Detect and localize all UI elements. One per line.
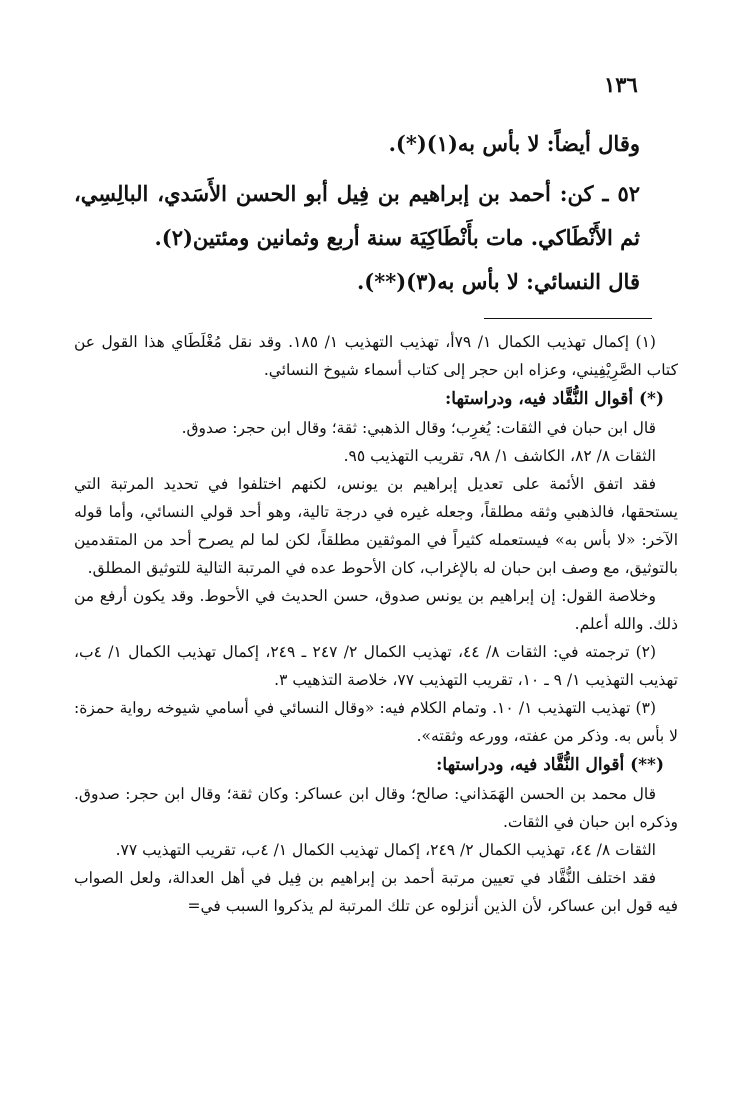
footnote-3: (٣) تهذيب التهذيب ١/ ١٠. وتمام الكلام فيه: «وقال النسائي في أسامي شيوخه رواية حمزة: لا بأس به. وذكر من عفته، وورعه وثقته». (74, 699, 678, 745)
discussion-2: فقد اختلف النُّقَّاد في تعيين مرتبة أحمد بن إبراهيم بن فِيل في أهل العدالة، ولعل الصواب فيه قول ابن عساكر، لأن الذين أنزلوه عن تلك المرتبة لم يذكروا السبب في= (74, 869, 678, 915)
footnote-divider (484, 318, 652, 319)
critics-heading-2: (**) أقوال النُّقَّاد فيه، ودراستها: (436, 755, 664, 775)
footnotes (74, 328, 678, 920)
main-text (74, 122, 674, 304)
critics-heading-1: (*) أقوال النُّقَّاد فيه، ودراستها: (445, 389, 664, 409)
conclusion-1: وخلاصة القول: إن إبراهيم بن يونس صدوق، حسن الحديث في الأحوط. وقد يكون أرفع من ذلك. والله أعلم. (74, 587, 678, 633)
sources-1: الثقات ٨/ ٨٢، الكاشف ١/ ٩٨، تقريب التهذيب ٩٥. (343, 447, 656, 465)
discussion-1: فقد اتفق الأئمة على تعديل إبراهيم بن يونس، لكنهم اختلفوا في تحديد المرتبة التي يستحقها، فالذهبي وثقه مطلقاً، وجعله غيره في درجة تالية، وهو أحد قولي النسائي، وأما قوله الآخر: «لا بأس به» فيستعمله كثيراً في الموثقين مطلقاً، لكن لما لم يصرح أحد من المتقدمين بالتوثيق، مع وصف ابن حبان له بالإغراب، كان الأحوط عده في المرتبة التالية للتوثيق المطلق. (74, 475, 678, 577)
main-line-quote: وقال أيضاً: لا بأس به(١)(*). (388, 131, 640, 156)
sources-2: الثقات ٨/ ٤٤، تهذيب الكمال ٢/ ٢٤٩، إكمال تهذيب الكمال ١/ ٤ب، تقريب التهذيب ٧٧. (115, 841, 656, 859)
main-line-nasai: قال النسائي: لا بأس به(٣)(**). (356, 269, 640, 294)
critics-opinions-2: قال محمد بن الحسن الهَمَذاني: صالح؛ وقال ابن عساكر: وكان ثقة؛ وقال ابن حجر: صدوق. وذكره ابن حبان في الثقات. (74, 785, 678, 831)
footnote-1: (١) إكمال تهذيب الكمال ١/ ٧٩أ، تهذيب التهذيب ١/ ١٨٥. وقد نقل مُغْلَطَاي هذا القول عن كتاب الصَّرِيْفِيني، وعزاه ابن حجر إلى كتاب أسماء شيوخ النسائي. (74, 333, 678, 379)
footnote-2: (٢) ترجمته في: الثقات ٨/ ٤٤، تهذيب الكمال ٢/ ٢٤٧ ـ ٢٤٩، إكمال تهذيب الكمال ١/ ٤ب، تهذيب التهذيب ١/ ٩ ـ ١٠، تقريب التهذيب ٧٧، خلاصة التذهيب ٣. (74, 643, 678, 689)
critics-opinions-1: قال ابن حبان في الثقات: يُغرِب؛ وقال الذهبي: ثقة؛ وقال ابن حجر: صدوق. (181, 419, 656, 437)
entry-52: ٥٢ ـ كن: أحمد بن إبراهيم بن فِيل أبو الحسن الأَسَدي، البالِسِي، ثم الأَنْطَاكي. مات بأَنْطَاكِيَة سنة أربع وثمانين ومئتين(٢). (74, 181, 640, 250)
page-number: ١٣٦ (604, 72, 638, 97)
